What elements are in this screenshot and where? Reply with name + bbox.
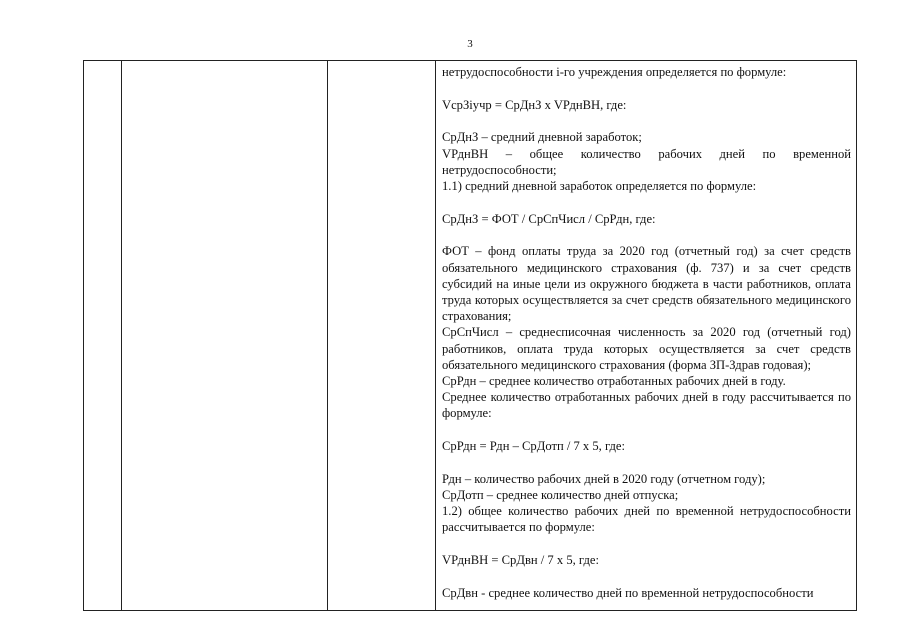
paragraph: СрДотп – среднее количество дней отпуска; bbox=[442, 488, 679, 503]
paragraph: СрСпЧисл – среднесписочная численность за 2020 год (отчетный год) работников, оплата труда которых осуществляется за счет средств обязательного медицинского страхования (форма ЗП-Здрав годовая); bbox=[442, 325, 851, 372]
page-number: 3 bbox=[467, 38, 473, 50]
column-divider bbox=[121, 61, 122, 610]
paragraph: СрДнЗ – средний дневной заработок; bbox=[442, 130, 642, 145]
paragraph: ФОТ – фонд оплаты труда за 2020 год (отчетный год) за счет средств обязательного медицинского страхования (ф. 737) и за счет средств субсидий на иные цели из окружного бюджета в части работников, оплата труда которых осуществляется за счет средств обязательного медицинского страхования; bbox=[442, 244, 851, 324]
paragraph: СрРдн – среднее количество отработанных рабочих дней в году. bbox=[442, 374, 786, 389]
paragraph: 1.2) общее количество рабочих дней по временной нетрудоспособности рассчитывается по формуле: bbox=[442, 504, 851, 535]
formula: VРднВН = СрДвн / 7 x 5, где: bbox=[442, 553, 599, 568]
formula: VсрЗiучр = СрДнЗ x VРднВН, где: bbox=[442, 97, 627, 112]
formula: СрРдн = Рдн – СрДотп / 7 x 5, где: bbox=[442, 439, 626, 454]
paragraph: Рдн – количество рабочих дней в 2020 году (отчетном году); bbox=[442, 471, 766, 486]
document-table bbox=[83, 60, 857, 611]
table-cell-content bbox=[442, 64, 851, 601]
paragraph: нетрудоспособности i-го учреждения определяется по формуле: bbox=[442, 65, 787, 79]
paragraph: 1.1) средний дневной заработок определяется по формуле: bbox=[442, 179, 757, 194]
paragraph: Среднее количество отработанных рабочих дней в году рассчитывается по формуле: bbox=[442, 390, 851, 421]
column-divider bbox=[435, 61, 436, 610]
paragraph: СрДвн - среднее количество дней по временной нетрудоспособности bbox=[442, 585, 814, 600]
paragraph: VРднВН – общее количество рабочих дней по временной нетрудоспособности; bbox=[442, 146, 851, 177]
column-divider bbox=[327, 61, 328, 610]
formula: СрДнЗ = ФОТ / СрСпЧисл / СрРдн, где: bbox=[442, 211, 656, 226]
